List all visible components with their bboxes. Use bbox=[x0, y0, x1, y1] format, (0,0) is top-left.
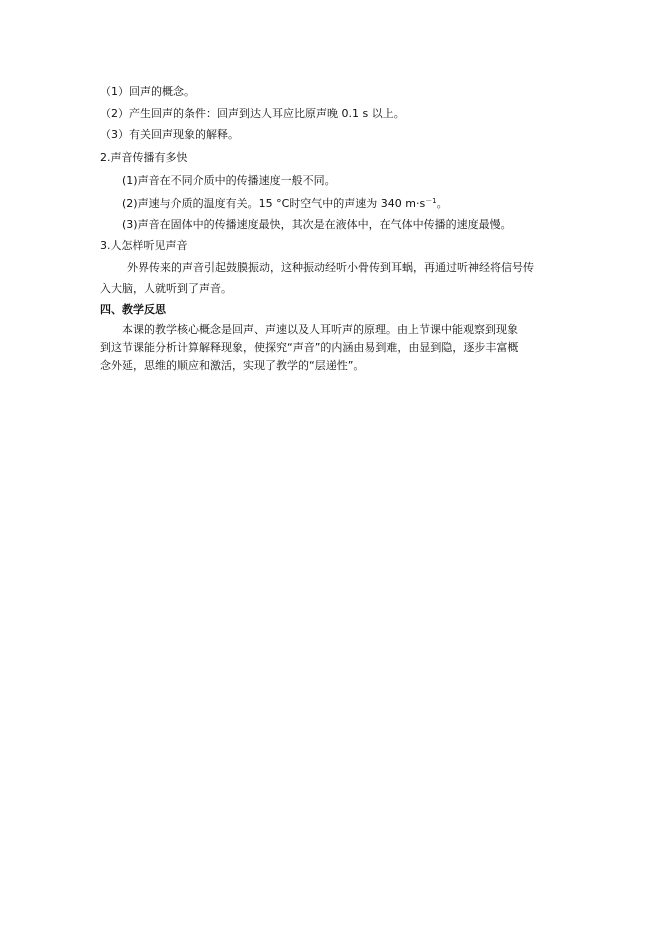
echo-point-3: （3）有关回声现象的解释。 bbox=[100, 128, 239, 141]
section3-heading: 3.人怎样听见声音 bbox=[100, 239, 188, 252]
echo-point-2: （2）产生回声的条件：回声到达人耳应比原声晚 0.1 s 以上。 bbox=[100, 107, 405, 120]
section2-item-2-end: 。 bbox=[436, 197, 448, 210]
reflection-line-2: 到这节课能分析计算解释现象，使探究“声音”的内涵由易到难，由显到隐，逐步丰富概 bbox=[100, 341, 519, 354]
section2-heading: 2.声音传播有多快 bbox=[100, 151, 188, 164]
section2-item-1: (1)声音在不同介质中的传播速度一般不同。 bbox=[122, 174, 336, 187]
reflection-line-1: 本课的教学核心概念是回声、声速以及人耳听声的原理。由上节课中能观察到现象 bbox=[122, 323, 518, 336]
section3-line-2: 入大脑，人就听到了声音。 bbox=[100, 282, 232, 295]
section2-item-2-text: (2)声速与介质的温度有关。15 °C时空气中的声速为 340 m·s bbox=[122, 197, 426, 210]
section3-line-1: 外界传来的声音引起鼓膜振动，这种振动经听小骨传到耳蜗，再通过听神经将信号传 bbox=[127, 261, 534, 274]
section2-item-2-exponent: －1 bbox=[425, 197, 437, 205]
reflection-heading: 四、教学反思 bbox=[100, 303, 166, 316]
reflection-line-3: 念外延，思维的顺应和激活，实现了教学的“层递性”。 bbox=[100, 359, 365, 372]
section2-item-2 bbox=[122, 197, 448, 211]
section2-item-3: (3)声音在固体中的传播速度最快，其次是在液体中，在气体中传播的速度最慢。 bbox=[122, 218, 512, 231]
echo-point-1: （1）回声的概念。 bbox=[100, 85, 195, 98]
